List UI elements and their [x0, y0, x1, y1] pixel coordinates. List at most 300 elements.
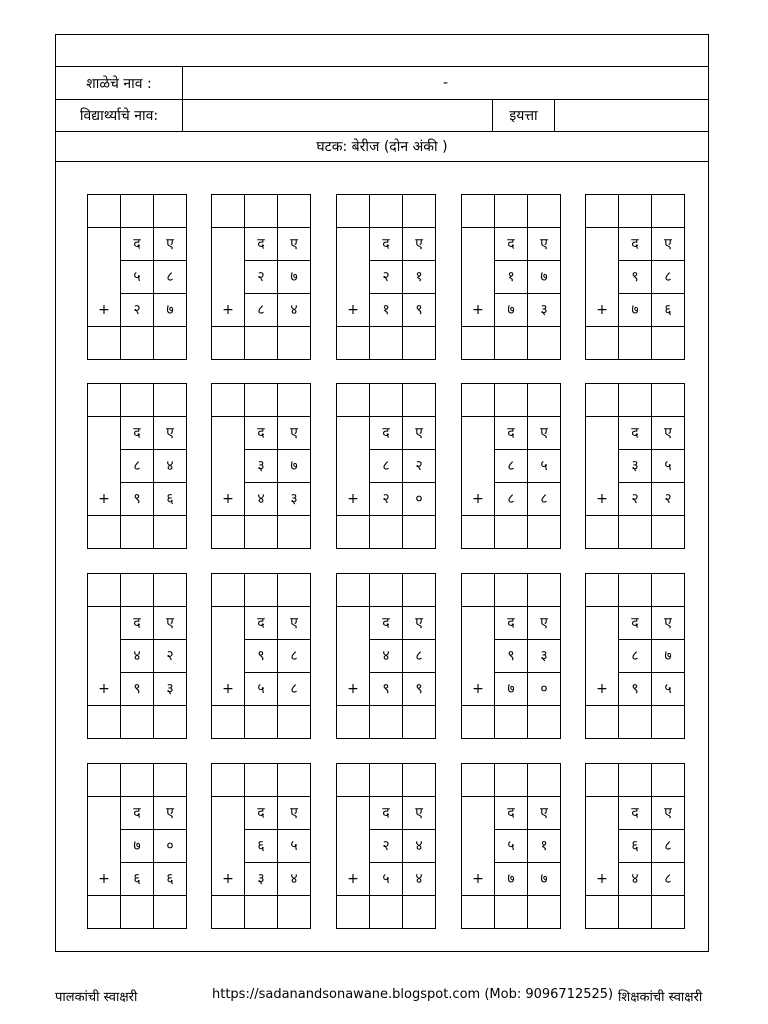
carry-cell[interactable] — [337, 764, 370, 797]
carry-cell[interactable] — [88, 764, 121, 797]
answer-cell[interactable] — [337, 706, 370, 739]
digit: ८ — [403, 640, 436, 673]
tens-label: द — [121, 417, 154, 450]
carry-cell[interactable] — [403, 764, 436, 797]
tens-label: द — [495, 607, 528, 640]
carry-cell[interactable] — [121, 195, 154, 228]
plus-sign: + — [88, 483, 121, 516]
digit: ५ — [370, 863, 403, 896]
carry-cell[interactable] — [154, 195, 187, 228]
answer-cell[interactable] — [403, 706, 436, 739]
carry-cell[interactable] — [370, 764, 403, 797]
plus-sign: + — [586, 294, 619, 327]
answer-cell[interactable] — [528, 896, 561, 929]
answer-cell[interactable] — [278, 516, 311, 549]
answer-cell[interactable] — [652, 516, 685, 549]
blank-cell — [337, 607, 370, 640]
blank-cell — [586, 797, 619, 830]
ones-label: ए — [403, 797, 436, 830]
digit: ४ — [619, 863, 652, 896]
ones-label: ए — [154, 417, 187, 450]
digit: ७ — [652, 640, 685, 673]
answer-cell[interactable] — [528, 327, 561, 360]
blank-cell — [586, 607, 619, 640]
carry-cell[interactable] — [212, 195, 245, 228]
digit: ९ — [245, 640, 278, 673]
answer-cell[interactable] — [495, 327, 528, 360]
carry-cell[interactable] — [495, 195, 528, 228]
ones-label: ए — [278, 607, 311, 640]
plus-sign: + — [337, 863, 370, 896]
blank-cell — [337, 797, 370, 830]
digit: २ — [154, 640, 187, 673]
carry-cell[interactable] — [619, 195, 652, 228]
blank-cell — [88, 830, 121, 863]
carry-cell[interactable] — [337, 574, 370, 607]
digit: १ — [528, 830, 561, 863]
tens-label: द — [619, 797, 652, 830]
title-row — [56, 35, 708, 67]
blank-cell — [88, 450, 121, 483]
answer-cell[interactable] — [652, 706, 685, 739]
school-label: शाळेचे नाव : — [86, 75, 152, 92]
carry-cell[interactable] — [337, 384, 370, 417]
carry-cell[interactable] — [212, 384, 245, 417]
ones-label: ए — [278, 228, 311, 261]
blank-cell — [88, 607, 121, 640]
answer-cell[interactable] — [528, 516, 561, 549]
carry-cell[interactable] — [370, 574, 403, 607]
answer-cell[interactable] — [619, 516, 652, 549]
addition-problem — [211, 763, 307, 923]
carry-cell[interactable] — [586, 764, 619, 797]
digit: ९ — [403, 673, 436, 706]
digit: ६ — [154, 863, 187, 896]
plus-sign: + — [337, 294, 370, 327]
addition-problem — [461, 194, 557, 354]
answer-cell[interactable] — [462, 896, 495, 929]
answer-cell[interactable] — [403, 516, 436, 549]
answer-cell[interactable] — [619, 706, 652, 739]
digit: ५ — [528, 450, 561, 483]
school-row — [56, 67, 708, 100]
answer-cell[interactable] — [245, 706, 278, 739]
blank-cell — [337, 450, 370, 483]
answer-cell[interactable] — [154, 896, 187, 929]
digit: ४ — [278, 863, 311, 896]
digit: ८ — [370, 450, 403, 483]
blank-cell — [88, 797, 121, 830]
blank-cell — [462, 797, 495, 830]
carry-cell[interactable] — [462, 574, 495, 607]
ones-label: ए — [652, 228, 685, 261]
addition-problem — [336, 194, 432, 354]
digit: ७ — [528, 863, 561, 896]
ones-label: ए — [528, 228, 561, 261]
addition-problem — [585, 383, 681, 543]
carry-cell[interactable] — [154, 764, 187, 797]
blank-cell — [88, 417, 121, 450]
blank-cell — [586, 830, 619, 863]
digit: ४ — [121, 640, 154, 673]
carry-cell[interactable] — [88, 195, 121, 228]
digit: २ — [619, 483, 652, 516]
blank-cell — [337, 261, 370, 294]
digit: ७ — [528, 261, 561, 294]
topic-title: घटक: बेरीज (दोन अंकी ) — [316, 139, 448, 155]
digit: ६ — [154, 483, 187, 516]
ones-label: ए — [154, 607, 187, 640]
answer-cell[interactable] — [403, 896, 436, 929]
mobile-number: (Mob: 9096712525) — [484, 987, 614, 1002]
digit: ८ — [495, 450, 528, 483]
carry-cell[interactable] — [652, 195, 685, 228]
blank-cell — [337, 830, 370, 863]
school-name-field[interactable]: - — [182, 67, 708, 99]
blank-cell — [462, 228, 495, 261]
blank-cell — [212, 228, 245, 261]
answer-cell[interactable] — [370, 706, 403, 739]
tens-label: द — [370, 607, 403, 640]
tens-label: द — [370, 228, 403, 261]
answer-cell[interactable] — [154, 516, 187, 549]
answer-cell[interactable] — [121, 896, 154, 929]
blank-cell — [586, 417, 619, 450]
blank-cell — [212, 417, 245, 450]
ones-label: ए — [278, 417, 311, 450]
tens-label: द — [245, 797, 278, 830]
digit: ९ — [619, 673, 652, 706]
digit: ७ — [495, 863, 528, 896]
digit: १ — [403, 261, 436, 294]
grade-label: इयत्ता — [492, 100, 554, 131]
digit: ३ — [154, 673, 187, 706]
blank-cell — [337, 417, 370, 450]
plus-sign: + — [337, 483, 370, 516]
blank-cell — [88, 640, 121, 673]
answer-cell[interactable] — [337, 516, 370, 549]
blank-cell — [212, 830, 245, 863]
addition-problem — [585, 763, 681, 923]
carry-cell[interactable] — [337, 195, 370, 228]
answer-cell[interactable] — [403, 327, 436, 360]
digit: ५ — [121, 261, 154, 294]
carry-cell[interactable] — [652, 764, 685, 797]
digit: ४ — [278, 294, 311, 327]
addition-problem — [461, 763, 557, 923]
carry-cell[interactable] — [245, 384, 278, 417]
digit: ८ — [619, 640, 652, 673]
addition-problem — [87, 573, 183, 733]
ones-label: ए — [652, 607, 685, 640]
digit: ९ — [121, 673, 154, 706]
digit: ५ — [278, 830, 311, 863]
carry-cell[interactable] — [528, 384, 561, 417]
digit: २ — [370, 483, 403, 516]
tens-label: द — [121, 797, 154, 830]
answer-cell[interactable] — [88, 896, 121, 929]
answer-cell[interactable] — [652, 327, 685, 360]
tens-label: द — [245, 228, 278, 261]
answer-cell[interactable] — [337, 327, 370, 360]
plus-sign: + — [462, 483, 495, 516]
tens-label: द — [370, 417, 403, 450]
answer-cell[interactable] — [495, 706, 528, 739]
grade-field[interactable] — [554, 100, 708, 131]
carry-cell[interactable] — [245, 195, 278, 228]
answer-cell[interactable] — [212, 896, 245, 929]
answer-cell[interactable] — [88, 516, 121, 549]
digit: ६ — [652, 294, 685, 327]
addition-problem — [87, 194, 183, 354]
carry-cell[interactable] — [370, 195, 403, 228]
addition-problem — [461, 383, 557, 543]
carry-cell[interactable] — [278, 195, 311, 228]
blank-cell — [212, 607, 245, 640]
blank-cell — [337, 228, 370, 261]
digit: ८ — [154, 261, 187, 294]
carry-cell[interactable] — [212, 574, 245, 607]
addition-problem — [211, 573, 307, 733]
digit: ७ — [154, 294, 187, 327]
addition-problem — [87, 383, 183, 543]
ones-label: ए — [528, 417, 561, 450]
plus-sign: + — [462, 863, 495, 896]
carry-cell[interactable] — [495, 764, 528, 797]
carry-cell[interactable] — [586, 574, 619, 607]
blank-cell — [212, 797, 245, 830]
plus-sign: + — [462, 673, 495, 706]
carry-cell[interactable] — [245, 574, 278, 607]
carry-cell[interactable] — [121, 384, 154, 417]
blank-cell — [586, 261, 619, 294]
digit: ४ — [245, 483, 278, 516]
ones-label: ए — [154, 228, 187, 261]
teacher-signature: शिक्षकांची स्वाक्षरी — [618, 990, 703, 1005]
answer-cell[interactable] — [212, 327, 245, 360]
addition-problem — [585, 194, 681, 354]
digit: २ — [652, 483, 685, 516]
digit: ८ — [245, 294, 278, 327]
blank-cell — [462, 261, 495, 294]
blank-cell — [586, 228, 619, 261]
digit: ८ — [652, 830, 685, 863]
carry-cell[interactable] — [278, 384, 311, 417]
student-name-field[interactable] — [182, 100, 492, 131]
answer-cell[interactable] — [370, 327, 403, 360]
answer-cell[interactable] — [121, 516, 154, 549]
answer-cell[interactable] — [212, 516, 245, 549]
digit: २ — [370, 830, 403, 863]
carry-cell[interactable] — [586, 195, 619, 228]
plus-sign: + — [586, 483, 619, 516]
addition-problem — [87, 763, 183, 923]
blank-cell — [88, 261, 121, 294]
addition-problem — [211, 194, 307, 354]
carry-cell[interactable] — [121, 764, 154, 797]
blank-cell — [212, 261, 245, 294]
carry-cell[interactable] — [462, 195, 495, 228]
tens-label: द — [495, 228, 528, 261]
answer-cell[interactable] — [528, 706, 561, 739]
blank-cell — [462, 830, 495, 863]
carry-cell[interactable] — [154, 384, 187, 417]
answer-cell[interactable] — [245, 327, 278, 360]
answer-cell[interactable] — [495, 516, 528, 549]
answer-cell[interactable] — [154, 327, 187, 360]
answer-cell[interactable] — [337, 896, 370, 929]
plus-sign: + — [88, 673, 121, 706]
blank-cell — [462, 450, 495, 483]
carry-cell[interactable] — [245, 764, 278, 797]
tens-label: द — [370, 797, 403, 830]
carry-cell[interactable] — [586, 384, 619, 417]
answer-cell[interactable] — [278, 896, 311, 929]
addition-problem — [336, 573, 432, 733]
digit: ८ — [652, 261, 685, 294]
answer-cell[interactable] — [619, 327, 652, 360]
digit: ९ — [121, 483, 154, 516]
digit: ८ — [278, 673, 311, 706]
ones-label: ए — [403, 417, 436, 450]
plus-sign: + — [88, 863, 121, 896]
parent-signature: पालकांची स्वाक्षरी — [55, 990, 138, 1005]
answer-cell[interactable] — [586, 896, 619, 929]
carry-cell[interactable] — [88, 384, 121, 417]
carry-cell[interactable] — [370, 384, 403, 417]
digit: १ — [495, 261, 528, 294]
carry-cell[interactable] — [495, 384, 528, 417]
answer-cell[interactable] — [462, 706, 495, 739]
plus-sign: + — [212, 294, 245, 327]
tens-label: द — [495, 797, 528, 830]
carry-cell[interactable] — [403, 574, 436, 607]
carry-cell[interactable] — [154, 574, 187, 607]
digit: ६ — [121, 863, 154, 896]
student-label: विद्यार्थ्याचे नाव: — [79, 108, 159, 124]
answer-cell[interactable] — [586, 516, 619, 549]
ones-label: ए — [403, 607, 436, 640]
addition-problem — [336, 763, 432, 923]
carry-cell[interactable] — [462, 764, 495, 797]
blank-cell — [88, 228, 121, 261]
answer-cell[interactable] — [121, 706, 154, 739]
plus-sign: + — [337, 673, 370, 706]
answer-cell[interactable] — [278, 327, 311, 360]
carry-cell[interactable] — [278, 764, 311, 797]
carry-cell[interactable] — [278, 574, 311, 607]
digit: ७ — [619, 294, 652, 327]
addition-problem — [461, 573, 557, 733]
blank-cell — [212, 450, 245, 483]
digit: ८ — [652, 863, 685, 896]
digit: ८ — [495, 483, 528, 516]
plus-sign: + — [586, 673, 619, 706]
answer-cell[interactable] — [495, 896, 528, 929]
carry-cell[interactable] — [619, 384, 652, 417]
digit: ७ — [495, 294, 528, 327]
answer-cell[interactable] — [154, 706, 187, 739]
plus-sign: + — [212, 483, 245, 516]
carry-cell[interactable] — [652, 574, 685, 607]
digit: ३ — [528, 640, 561, 673]
answer-cell[interactable] — [586, 706, 619, 739]
addition-problem — [336, 383, 432, 543]
digit: ५ — [495, 830, 528, 863]
carry-cell[interactable] — [462, 384, 495, 417]
digit: ४ — [154, 450, 187, 483]
ones-label: ए — [154, 797, 187, 830]
answer-cell[interactable] — [121, 327, 154, 360]
digit: ३ — [619, 450, 652, 483]
digit: ३ — [245, 450, 278, 483]
answer-cell[interactable] — [462, 327, 495, 360]
digit: ३ — [245, 863, 278, 896]
answer-cell[interactable] — [88, 706, 121, 739]
carry-cell[interactable] — [619, 764, 652, 797]
digit: ६ — [619, 830, 652, 863]
digit: ८ — [528, 483, 561, 516]
carry-cell[interactable] — [88, 574, 121, 607]
ones-label: ए — [528, 797, 561, 830]
ones-label: ए — [652, 797, 685, 830]
answer-cell[interactable] — [278, 706, 311, 739]
carry-cell[interactable] — [528, 195, 561, 228]
plus-sign: + — [586, 863, 619, 896]
answer-cell[interactable] — [245, 896, 278, 929]
answer-cell[interactable] — [370, 896, 403, 929]
blank-cell — [586, 640, 619, 673]
answer-cell[interactable] — [88, 327, 121, 360]
answer-cell[interactable] — [652, 896, 685, 929]
answer-cell[interactable] — [619, 896, 652, 929]
carry-cell[interactable] — [528, 764, 561, 797]
digit: ९ — [619, 261, 652, 294]
addition-problem — [211, 383, 307, 543]
tens-label: द — [121, 607, 154, 640]
plus-sign: + — [88, 294, 121, 327]
blank-cell — [586, 450, 619, 483]
digit: ९ — [495, 640, 528, 673]
answer-cell[interactable] — [212, 706, 245, 739]
ones-label: ए — [652, 417, 685, 450]
digit: ७ — [278, 450, 311, 483]
digit: ४ — [403, 863, 436, 896]
carry-cell[interactable] — [619, 574, 652, 607]
carry-cell[interactable] — [403, 195, 436, 228]
carry-cell[interactable] — [403, 384, 436, 417]
carry-cell[interactable] — [652, 384, 685, 417]
carry-cell[interactable] — [528, 574, 561, 607]
website-link[interactable]: https://sadanandsonawane.blogspot.com — [212, 987, 481, 1002]
digit: ८ — [278, 640, 311, 673]
digit: २ — [121, 294, 154, 327]
answer-cell[interactable] — [370, 516, 403, 549]
digit: ० — [403, 483, 436, 516]
tens-label: द — [495, 417, 528, 450]
carry-cell[interactable] — [212, 764, 245, 797]
topic-row — [56, 132, 708, 162]
digit: ७ — [121, 830, 154, 863]
answer-cell[interactable] — [462, 516, 495, 549]
answer-cell[interactable] — [586, 327, 619, 360]
carry-cell[interactable] — [121, 574, 154, 607]
answer-cell[interactable] — [245, 516, 278, 549]
digit: १ — [370, 294, 403, 327]
carry-cell[interactable] — [495, 574, 528, 607]
digit: ९ — [370, 673, 403, 706]
digit: २ — [245, 261, 278, 294]
